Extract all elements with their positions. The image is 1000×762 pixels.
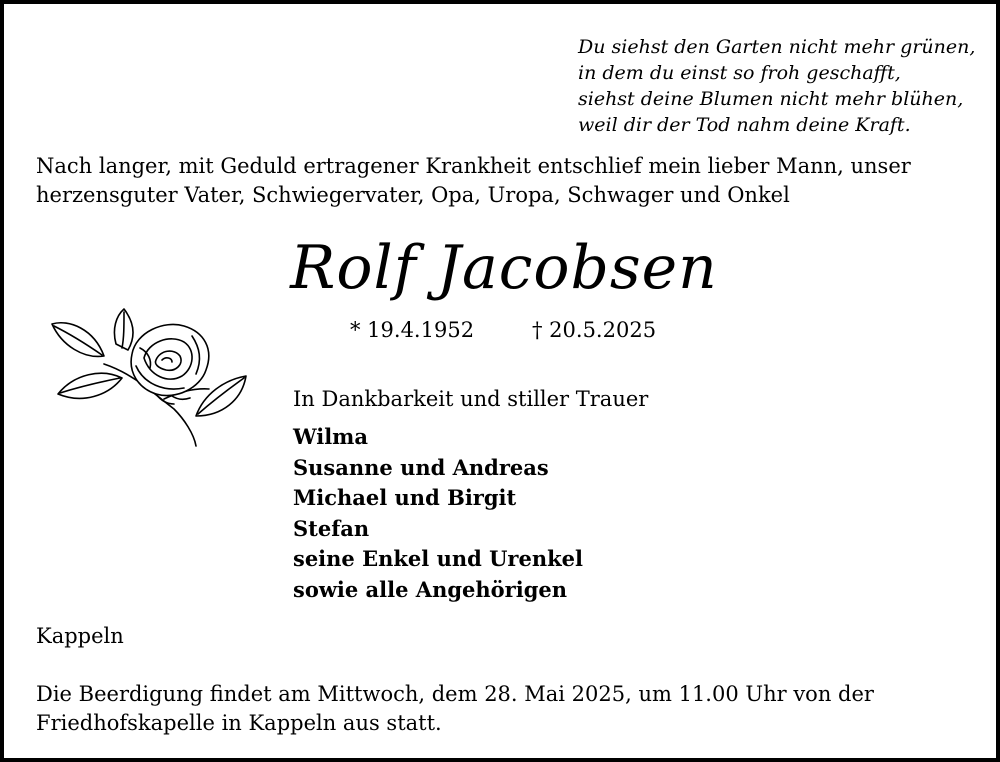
funeral-notice — [36, 680, 976, 738]
place: Kappeln — [36, 624, 124, 648]
poem-line: siehst deine Blumen nicht mehr blühen, — [578, 88, 964, 110]
mourner-name: seine Enkel und Urenkel — [293, 546, 584, 572]
mourner-name: Michael und Birgit — [293, 485, 517, 511]
death-date: † 20.5.2025 — [532, 318, 657, 342]
mourner-name: sowie alle Angehörigen — [293, 576, 568, 602]
poem-line: in dem du einst so froh geschafft, — [578, 62, 901, 84]
birth-date: * 19.4.1952 — [350, 318, 475, 342]
intro-line: Nach langer, mit Geduld ertragener Krankheit entschlief mein lieber Mann, unser — [36, 154, 911, 178]
intro-line: herzensguter Vater, Schwiegervater, Opa, Uropa, Schwager und Onkel — [36, 183, 790, 207]
mourner-name: Stefan — [293, 515, 370, 541]
rose-icon — [44, 304, 254, 454]
thanks-line: In Dankbarkeit und stiller Trauer — [293, 387, 649, 411]
mourner-name: Susanne und Andreas — [293, 454, 549, 480]
funeral-line: Friedhofskapelle in Kappeln aus statt. — [36, 711, 442, 735]
poem-line: Du siehst den Garten nicht mehr grünen, — [578, 36, 976, 58]
intro-text — [36, 152, 976, 210]
poem-line: weil dir der Tod nahm deine Kraft. — [578, 114, 911, 136]
deceased-name: Rolf Jacobsen — [290, 233, 718, 303]
mourner-name: Wilma — [293, 424, 368, 449]
poem — [578, 34, 975, 138]
mourners-list — [293, 422, 583, 606]
funeral-line: Die Beerdigung findet am Mittwoch, dem 28. Mai 2025, um 11.00 Uhr von der — [36, 682, 874, 706]
